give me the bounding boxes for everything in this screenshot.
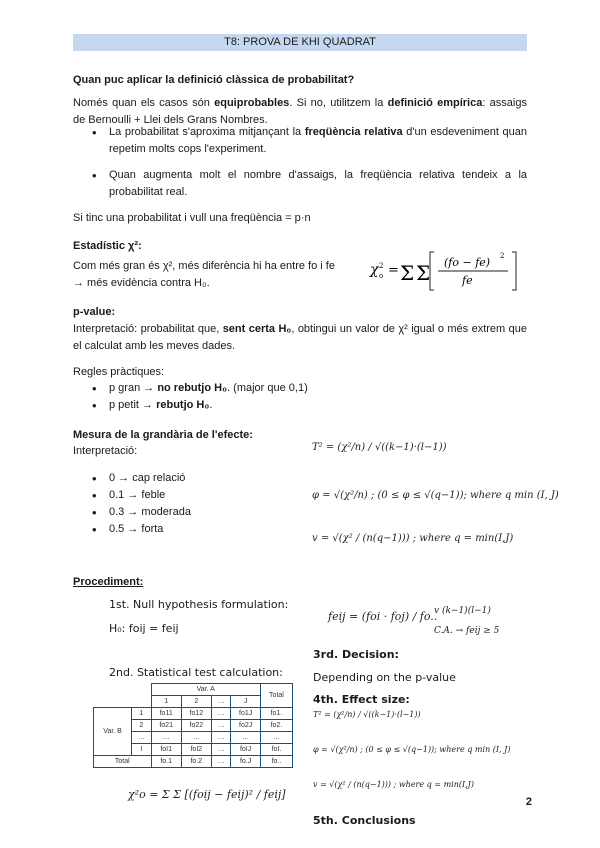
svg-text:o: o (379, 272, 384, 280)
section-heading-effect: Mesura de la grandària de l'efecte: (73, 429, 253, 441)
page-number: 2 (525, 796, 532, 808)
section-heading-pvalue: p-value: (73, 306, 116, 318)
header-total: Total (260, 684, 292, 708)
table-row (94, 756, 293, 768)
frequency-line: Si tinc una probabilitat i vull una freqüència = p·n (73, 212, 311, 224)
formula-t-squared: T² = (χ²/n) / √((k−1)·(l−1)) (312, 442, 447, 453)
total-row-label: Total (94, 756, 152, 768)
statistic-line-1: Com més gran és χ², més diferència hi ha entre fo i fe (73, 260, 335, 272)
cell-total: fo1. (260, 708, 292, 720)
bullet-list-empirical (92, 124, 527, 201)
section-heading-statistic: Estadístic χ²: (73, 240, 142, 252)
cell-total: foI. (260, 744, 292, 756)
svg-text:=: = (388, 263, 399, 278)
table-row (94, 684, 293, 696)
cell: … (231, 732, 261, 744)
effect-interpretation-label: Interpretació: (73, 445, 138, 457)
cell: fo21 (151, 720, 181, 732)
formula-phi: φ = √(χ²/n) ; (0 ≤ φ ≤ √(q−1)); where q min (I, J) (312, 490, 559, 501)
cell: fo2J (231, 720, 261, 732)
svg-text:χ: χ (370, 262, 379, 278)
step-4-formula-t: T² = (χ²/n) / √((k−1)·(l−1)) (313, 710, 421, 719)
cell: fo.2 (181, 756, 211, 768)
svg-text:(fo − fe): (fo − fe) (444, 256, 491, 269)
step-2-label: 2nd. Statistical test calculation: (109, 666, 283, 679)
cell: fo1J (231, 708, 261, 720)
col-head: 2 (181, 696, 211, 708)
col-head: … (211, 696, 230, 708)
row-index: 2 (132, 720, 151, 732)
svg-text:fe: fe (462, 274, 473, 287)
step-1-label: 1st. Null hypothesis formulation: (109, 598, 289, 611)
paragraph-equiprobable: Només quan els casos són equiprobables. Si no, utilitzem la definició empírica: assaigs de Bernoulli + Llei dels Grans Nombres. (73, 97, 527, 126)
cell: … (211, 732, 230, 744)
step-5-label: 5th. Conclusions (313, 814, 416, 827)
col-head: J (231, 696, 261, 708)
cell: fo.1 (151, 756, 181, 768)
list-item: • 0 → cap relació (92, 470, 292, 487)
svg-text:2: 2 (500, 252, 505, 260)
step-4-formula-v: v = √(χ² / (n(q−1))) ; where q = min(I,J) (313, 780, 475, 789)
cell: foIJ (231, 744, 261, 756)
cell-total: fo2. (260, 720, 292, 732)
step-3-text: Depending on the p-value (313, 671, 456, 684)
list-item: • La probabilitat s'aproxima mitjançant la freqüència relativa d'un esdeveniment quan repetim molts cops l'experiment. (92, 124, 527, 158)
section-heading-classical: Quan puc aplicar la definició clàssica de probabilitat? (73, 74, 355, 86)
list-item: • 0.1 → feble (92, 487, 292, 504)
cell: fo12 (181, 708, 211, 720)
header-var-b: Var. B (94, 708, 132, 756)
svg-text:Σ: Σ (400, 261, 415, 285)
cell: … (211, 720, 230, 732)
list-item: • 0.3 → moderada (92, 504, 292, 521)
expected-frequency-formula: feij = (foi · foj) / fo.. (328, 610, 438, 623)
cell: … (211, 744, 230, 756)
cell: fo.J (231, 756, 261, 768)
cell: … (181, 732, 211, 744)
chi-square-formula (368, 246, 520, 294)
table-row (94, 708, 293, 720)
list-item: • 0.5 → forta (92, 521, 292, 538)
svg-text:2: 2 (379, 262, 384, 270)
chi-square-formula-bottom: χ²o = Σ Σ [(foij − feij)² / feij] (128, 788, 286, 801)
h0-statement: H₀: foij = feij (109, 622, 179, 635)
svg-text:Σ: Σ (416, 261, 431, 285)
cell-total: fo.. (260, 756, 292, 768)
section-heading-procedure: Procediment: (73, 576, 144, 588)
list-item: • p petit → rebutjo H₀. (92, 397, 492, 414)
cell: … (211, 756, 230, 768)
step-4-label: 4th. Effect size: (313, 693, 410, 706)
cell-total: … (260, 732, 292, 744)
cell: … (151, 732, 181, 744)
row-index: … (132, 732, 151, 744)
cell: fo22 (181, 720, 211, 732)
pvalue-interpretation: Interpretació: probabilitat que, sent certa H₀, obtingui un valor de χ² igual o més extrem que el calculat amb les meves dades. (73, 323, 527, 352)
cell: foI2 (181, 744, 211, 756)
header-var-a: Var. A (151, 684, 260, 696)
cell: fo11 (151, 708, 181, 720)
list-item: • Quan augmenta molt el nombre d'assaigs, la freqüència relativa tendeix a la probabilitat real. (92, 167, 527, 201)
formula-v: v = √(χ² / (n(q−1))) ; where q = min(I,J) (312, 533, 514, 544)
step-3-label: 3rd. Decision: (313, 648, 399, 661)
statistic-line-2: → més evidència contra H₀. (73, 277, 210, 289)
page-title: T8: PROVA DE KHI QUADRAT (73, 34, 527, 51)
cell: … (211, 708, 230, 720)
step-4-formula-phi: φ = √(χ²/n) ; (0 ≤ φ ≤ √(q−1)); where q min (I, J) (313, 745, 511, 754)
list-item: • p gran → no rebutjo H₀. (major que 0,1) (92, 380, 492, 397)
effect-list (92, 470, 292, 538)
rules-heading: Regles pràctiques: (73, 366, 165, 378)
row-index: 1 (132, 708, 151, 720)
application-condition: C.A. → feij ≥ 5 (434, 626, 500, 636)
col-head: 1 (151, 696, 181, 708)
cell: foI1 (151, 744, 181, 756)
rules-list (92, 380, 492, 414)
row-index: I (132, 744, 151, 756)
degrees-of-freedom: v (k−1)(l−1) (434, 606, 491, 616)
contingency-table (93, 683, 293, 768)
